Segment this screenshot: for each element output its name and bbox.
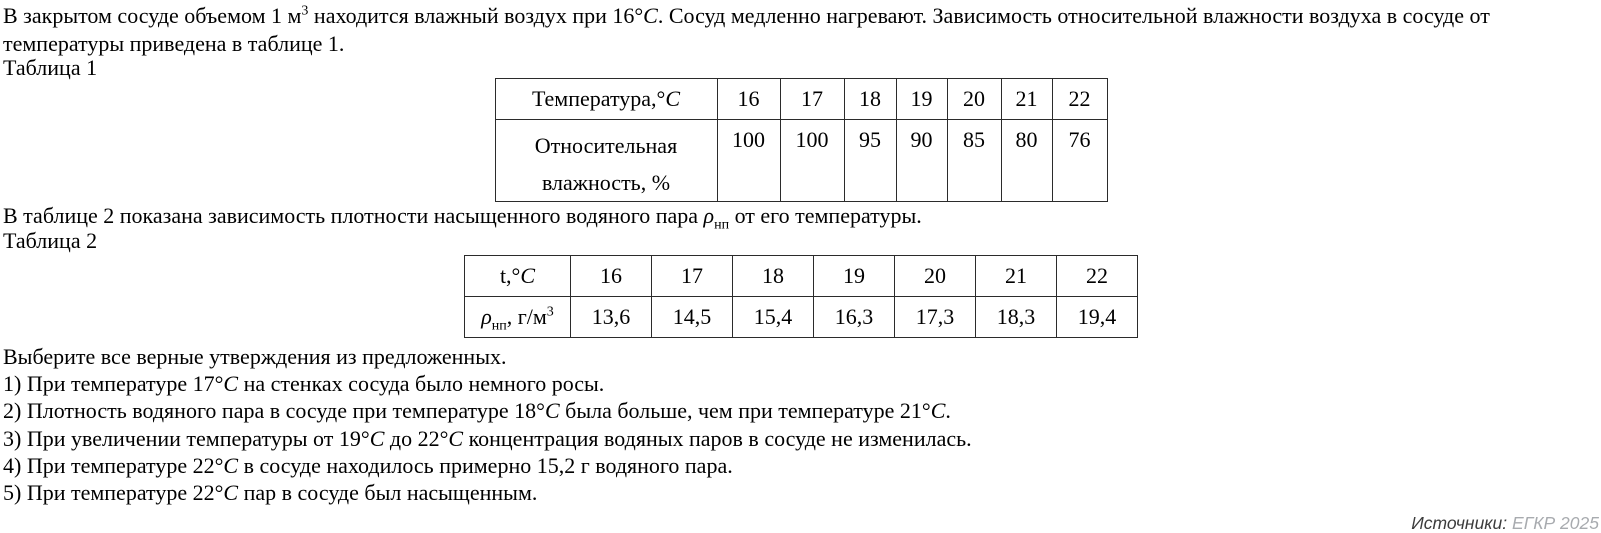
- table2-intro: [3, 202, 1599, 233]
- density-table-temp-row: [465, 255, 1138, 296]
- statement-4: 4) При температуре 22°C в сосуде находилось примерно 15,2 г водяного пара.: [3, 452, 733, 478]
- source-value: ЕГКР 2025: [1507, 513, 1599, 533]
- table-cell: 80: [1001, 120, 1052, 202]
- table-cell: 20: [895, 255, 976, 296]
- table-cell: 20: [947, 79, 1001, 120]
- table-cell: 17: [652, 255, 733, 296]
- table-cell: 22: [1052, 79, 1107, 120]
- table-cell: 22: [1057, 255, 1138, 296]
- rho-subscript: нп: [714, 217, 730, 233]
- table-cell: 95: [844, 120, 896, 202]
- density-units: , г/м: [506, 303, 547, 329]
- table-cell: 76: [1052, 120, 1107, 202]
- humidity-header-cell: [495, 120, 717, 202]
- table-cell: 19: [896, 79, 947, 120]
- humidity-header-line1: Относительная: [534, 133, 678, 158]
- rho-symbol: ρ: [703, 203, 715, 228]
- cubic-meter-superscript: 3: [546, 304, 554, 320]
- table-cell: 18: [844, 79, 896, 120]
- cubic-meter-superscript: 3: [301, 3, 309, 19]
- table-cell: 90: [896, 120, 947, 202]
- rho-symbol: ρ: [481, 303, 492, 329]
- choose-prompt: Выберите все верные утверждения из предложенных.: [3, 343, 507, 369]
- table2-caption: Таблица 2: [3, 227, 98, 253]
- table-cell: 19,4: [1057, 296, 1138, 337]
- intro-text-a: В закрытом сосуде объемом 1 м: [3, 3, 302, 28]
- humidity-table-temp-row: [495, 79, 1107, 120]
- source-label: Источники:: [1411, 513, 1508, 533]
- table-cell: 18: [733, 255, 814, 296]
- source-attribution: [1411, 514, 1599, 532]
- table-cell: 17: [780, 79, 844, 120]
- table-cell: 16,3: [814, 296, 895, 337]
- table-cell: 15,4: [733, 296, 814, 337]
- table1-caption: Таблица 1: [3, 55, 98, 80]
- table-cell: 16: [717, 79, 780, 120]
- statement-3: 3) При увеличении температуры от 19°C до 22°C концентрация водяных паров в сосуде не изменилась.: [3, 425, 972, 451]
- humidity-table: [495, 78, 1108, 202]
- table-cell: 14,5: [652, 296, 733, 337]
- statements-list: [3, 370, 1599, 506]
- density-header-cell: [465, 296, 571, 337]
- statement-2: 2) Плотность водяного пара в сосуде при температуре 18°C была больше, чем при температуре 21°C.: [3, 398, 951, 424]
- table-cell: 85: [947, 120, 1001, 202]
- statement-1: 1) При температуре 17°C на стенках сосуда было немного росы.: [3, 371, 605, 396]
- table-cell: 100: [780, 120, 844, 202]
- table-cell: 100: [717, 120, 780, 202]
- table2-intro-text-b: от его температуры.: [729, 203, 922, 228]
- saturated-vapor-density-table: [464, 255, 1138, 338]
- humidity-table-value-row: [495, 120, 1107, 202]
- humidity-header-line2: влажность, %: [541, 170, 671, 195]
- table-cell: 21: [976, 255, 1057, 296]
- statement-5: 5) При температуре 22°C пар в сосуде был насыщенным.: [3, 480, 538, 506]
- table-cell: 17,3: [895, 296, 976, 337]
- table-cell: 19: [814, 255, 895, 296]
- density-table-value-row: [465, 296, 1138, 337]
- table-cell: 16: [571, 255, 652, 296]
- table-cell: 18,3: [976, 296, 1057, 337]
- table2-intro-text-a: В таблице 2 показана зависимость плотности насыщенного водяного пара: [3, 203, 704, 228]
- intro-text-b: находится влажный воздух при 16°C. Сосуд медленно нагревают. Зависимость относительной влажности воздуха в сосуде от температуры приведена в таблице 1.: [3, 3, 1490, 56]
- rho-subscript: нп: [491, 317, 507, 333]
- temp-header-cell: Температура,°C: [495, 79, 717, 120]
- table-cell: 21: [1001, 79, 1052, 120]
- temp-header-cell: t,°C: [465, 255, 571, 296]
- problem-intro: [3, 2, 1599, 57]
- table-cell: 13,6: [571, 296, 652, 337]
